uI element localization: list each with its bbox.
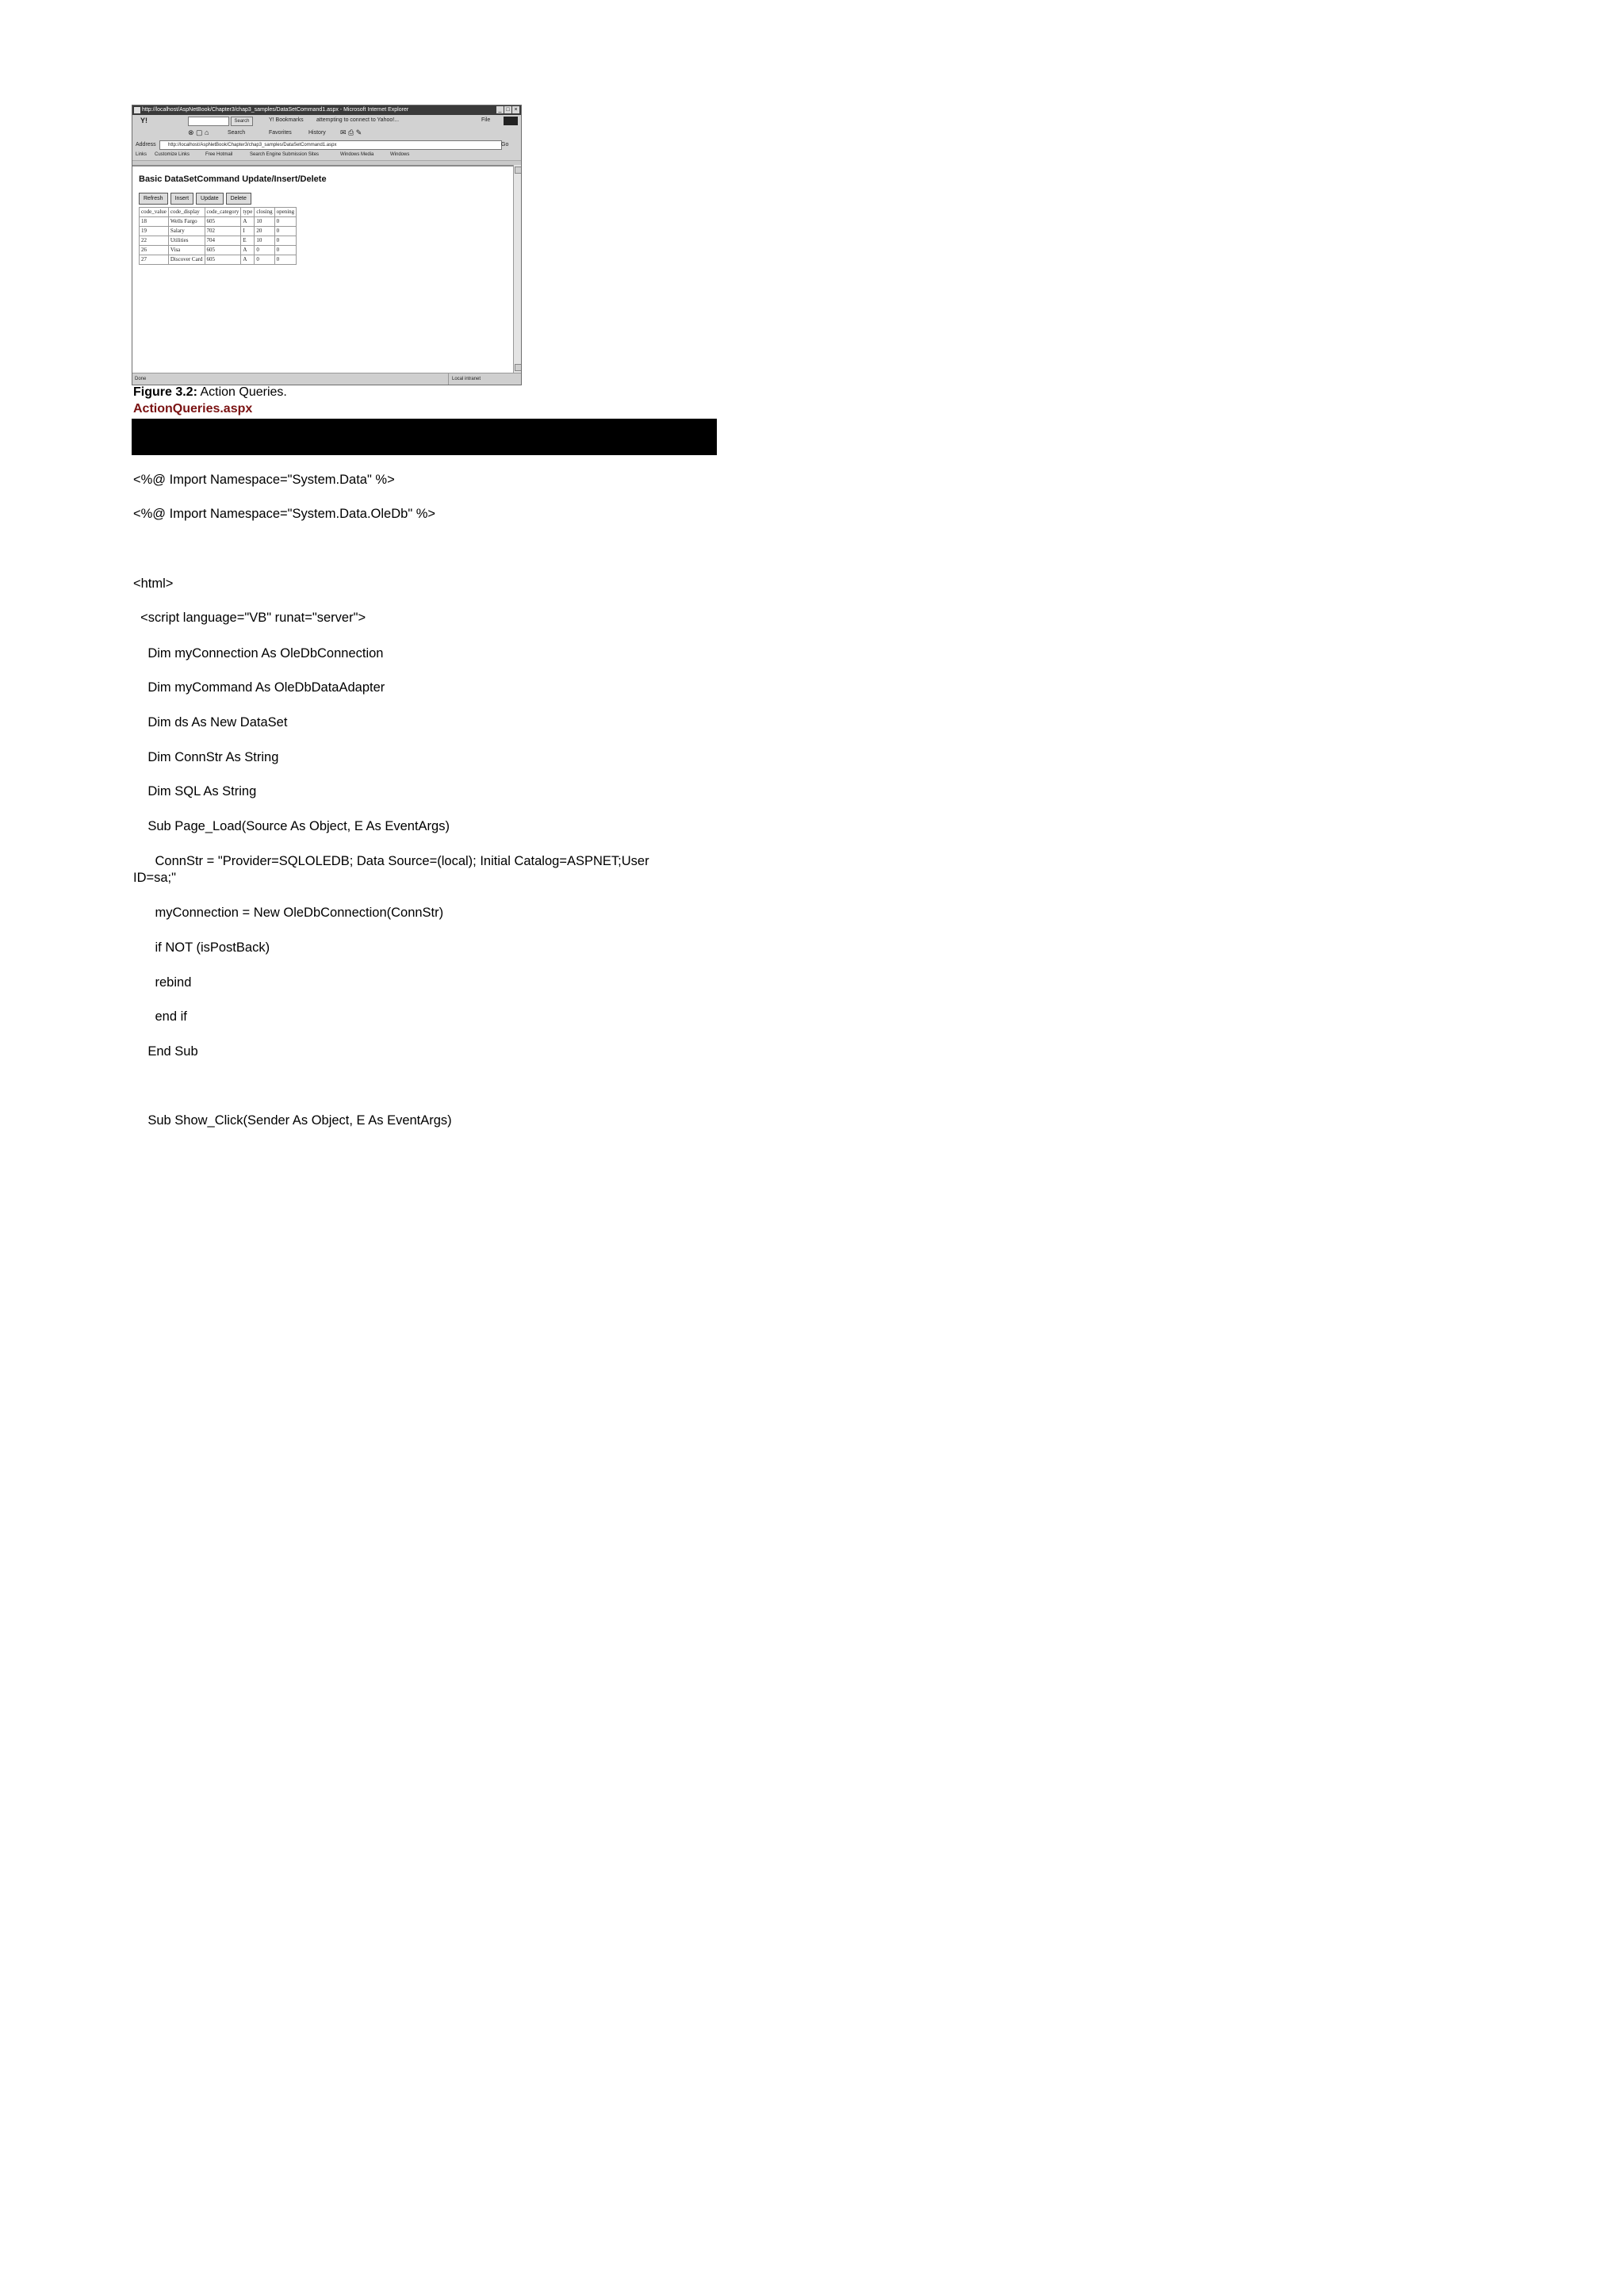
column-header: closing	[255, 208, 274, 217]
scroll-down-icon	[515, 364, 522, 371]
column-header: code_display	[168, 208, 205, 217]
link-free-hotmail: Free Hotmail	[205, 152, 233, 157]
table-cell: 605	[205, 255, 241, 265]
figure-caption	[133, 385, 287, 400]
delete-button: Delete	[226, 193, 251, 205]
grid-button-row	[139, 193, 251, 205]
figure-label: Figure 3.2:	[133, 385, 197, 399]
table-cell: E	[241, 236, 255, 246]
code-line: Dim SQL As String	[133, 784, 257, 798]
window-controls	[496, 106, 519, 113]
link-search-engine-submission: Search Engine Submission Sites	[250, 152, 320, 157]
redacted-black-bar	[132, 419, 717, 455]
browser-screenshot-figure	[132, 105, 522, 385]
yahoo-logo-icon: Y!	[140, 117, 147, 124]
table-cell: 18	[140, 217, 169, 227]
address-bar	[132, 140, 521, 151]
toolbar-search-button: Search	[231, 117, 253, 126]
toolbar-history-label: History	[308, 130, 326, 136]
table-cell: 19	[140, 227, 169, 236]
address-label: Address	[136, 142, 156, 147]
code-line: if NOT (isPostBack)	[133, 940, 270, 955]
column-header: type	[241, 208, 255, 217]
bookmarks-text: Y! Bookmarks	[269, 117, 304, 123]
table-cell: I	[241, 227, 255, 236]
navigation-toolbar	[132, 128, 521, 140]
browser-title-bar	[132, 105, 521, 115]
toolbar-search-box	[188, 117, 229, 126]
links-label: Links	[136, 152, 147, 157]
browser-scrollbar	[513, 165, 522, 373]
table-cell: 0	[274, 246, 297, 255]
column-header: opening	[274, 208, 297, 217]
code-line: Dim myConnection As OleDbConnection	[133, 646, 384, 661]
links-bar	[132, 151, 521, 161]
table-cell: A	[241, 217, 255, 227]
stop-refresh-home-icons: ⊗ ▢ ⌂	[188, 128, 209, 136]
table-row	[140, 236, 297, 246]
page-heading: Basic DataSetCommand Update/Insert/Delete	[139, 174, 327, 184]
browser-window-title: http://localhost/AspNetBook/Chapter3/chap3_samples/DataSetCommand1.aspx - Microsoft Internet Explorer	[142, 107, 409, 113]
maximize-icon: □	[504, 106, 511, 113]
ie-icon	[134, 107, 140, 113]
table-cell: 605	[205, 246, 241, 255]
file-menu-label: File	[481, 117, 491, 123]
code-line: Sub Show_Click(Sender As Object, E As EventArgs)	[133, 1113, 452, 1128]
toolbar-search-label: Search	[228, 130, 246, 136]
code-line: end if	[133, 1009, 187, 1024]
table-cell: 27	[140, 255, 169, 265]
column-header: code_category	[205, 208, 241, 217]
table-row	[140, 246, 297, 255]
address-url-field: http://localhost/AspNetBook/Chapter3/chap3_samples/DataSetCommand1.aspx	[159, 140, 502, 150]
table-cell: Visa	[168, 246, 205, 255]
table-cell: A	[241, 246, 255, 255]
windows-logo-icon	[504, 117, 518, 125]
code-line: Dim ConnStr As String	[133, 750, 279, 764]
table-cell: 0	[255, 246, 274, 255]
table-cell: 605	[205, 217, 241, 227]
go-button-label: Go	[501, 142, 509, 147]
code-line: End Sub	[133, 1044, 198, 1059]
table-row	[140, 217, 297, 227]
code-line: ID=sa;"	[133, 871, 177, 885]
code-line: <%@ Import Namespace="System.Data" %>	[133, 473, 395, 487]
status-zone-text: Local intranet	[448, 373, 481, 385]
listing-filename: ActionQueries.aspx	[133, 402, 253, 416]
browser-status-bar	[132, 373, 521, 385]
close-icon: ×	[512, 106, 519, 113]
code-line: Dim myCommand As OleDbDataAdapter	[133, 680, 385, 695]
table-cell: 26	[140, 246, 169, 255]
table-cell: Utilities	[168, 236, 205, 246]
table-cell: 10	[255, 236, 274, 246]
toolbar-favorites-label: Favorites	[269, 130, 292, 136]
column-header: code_value	[140, 208, 169, 217]
code-line: <script language="VB" runat="server">	[133, 611, 366, 625]
table-cell: 10	[255, 217, 274, 227]
refresh-button: Refresh	[139, 193, 168, 205]
table-cell: 702	[205, 227, 241, 236]
code-line: ConnStr = "Provider=SQLOLEDB; Data Source=(local); Initial Catalog=ASPNET;User	[133, 854, 649, 868]
table-cell: 0	[274, 255, 297, 265]
code-line: rebind	[133, 975, 192, 990]
code-line: myConnection = New OleDbConnection(ConnStr)	[133, 906, 444, 920]
code-line: Dim ds As New DataSet	[133, 715, 288, 730]
minimize-icon: _	[496, 106, 504, 113]
code-line: <html>	[133, 576, 174, 591]
link-windows: Windows	[390, 152, 410, 157]
table-cell: Wells Fargo	[168, 217, 205, 227]
table-cell: Discover Card	[168, 255, 205, 265]
table-row	[140, 227, 297, 236]
table-cell: 0	[274, 227, 297, 236]
code-line: Sub Page_Load(Source As Object, E As EventArgs)	[133, 819, 450, 833]
table-cell: 0	[255, 255, 274, 265]
update-button: Update	[196, 193, 224, 205]
status-done-text: Done	[135, 377, 147, 381]
scroll-up-icon	[515, 167, 522, 174]
yahoo-toolbar	[132, 115, 521, 128]
table-cell: 20	[255, 227, 274, 236]
table-cell: 0	[274, 236, 297, 246]
table-row	[140, 255, 297, 265]
table-cell: A	[241, 255, 255, 265]
table-cell: 0	[274, 217, 297, 227]
table-cell: 22	[140, 236, 169, 246]
mail-print-edit-icons: ✉ ⎙ ✎	[340, 128, 362, 136]
insert-button: Insert	[170, 193, 194, 205]
link-windows-media: Windows Media	[340, 152, 374, 157]
code-line: <%@ Import Namespace="System.Data.OleDb" %>	[133, 507, 436, 521]
link-customize-links: Customize Links	[155, 152, 190, 157]
connecting-text: attempting to connect to Yahoo!...	[316, 117, 400, 123]
figure-caption-text: Action Queries.	[197, 385, 287, 399]
table-cell: 704	[205, 236, 241, 246]
table-cell: Salary	[168, 227, 205, 236]
data-grid-table	[139, 207, 297, 265]
browser-content-area	[132, 165, 513, 373]
table-header-row	[140, 208, 297, 217]
